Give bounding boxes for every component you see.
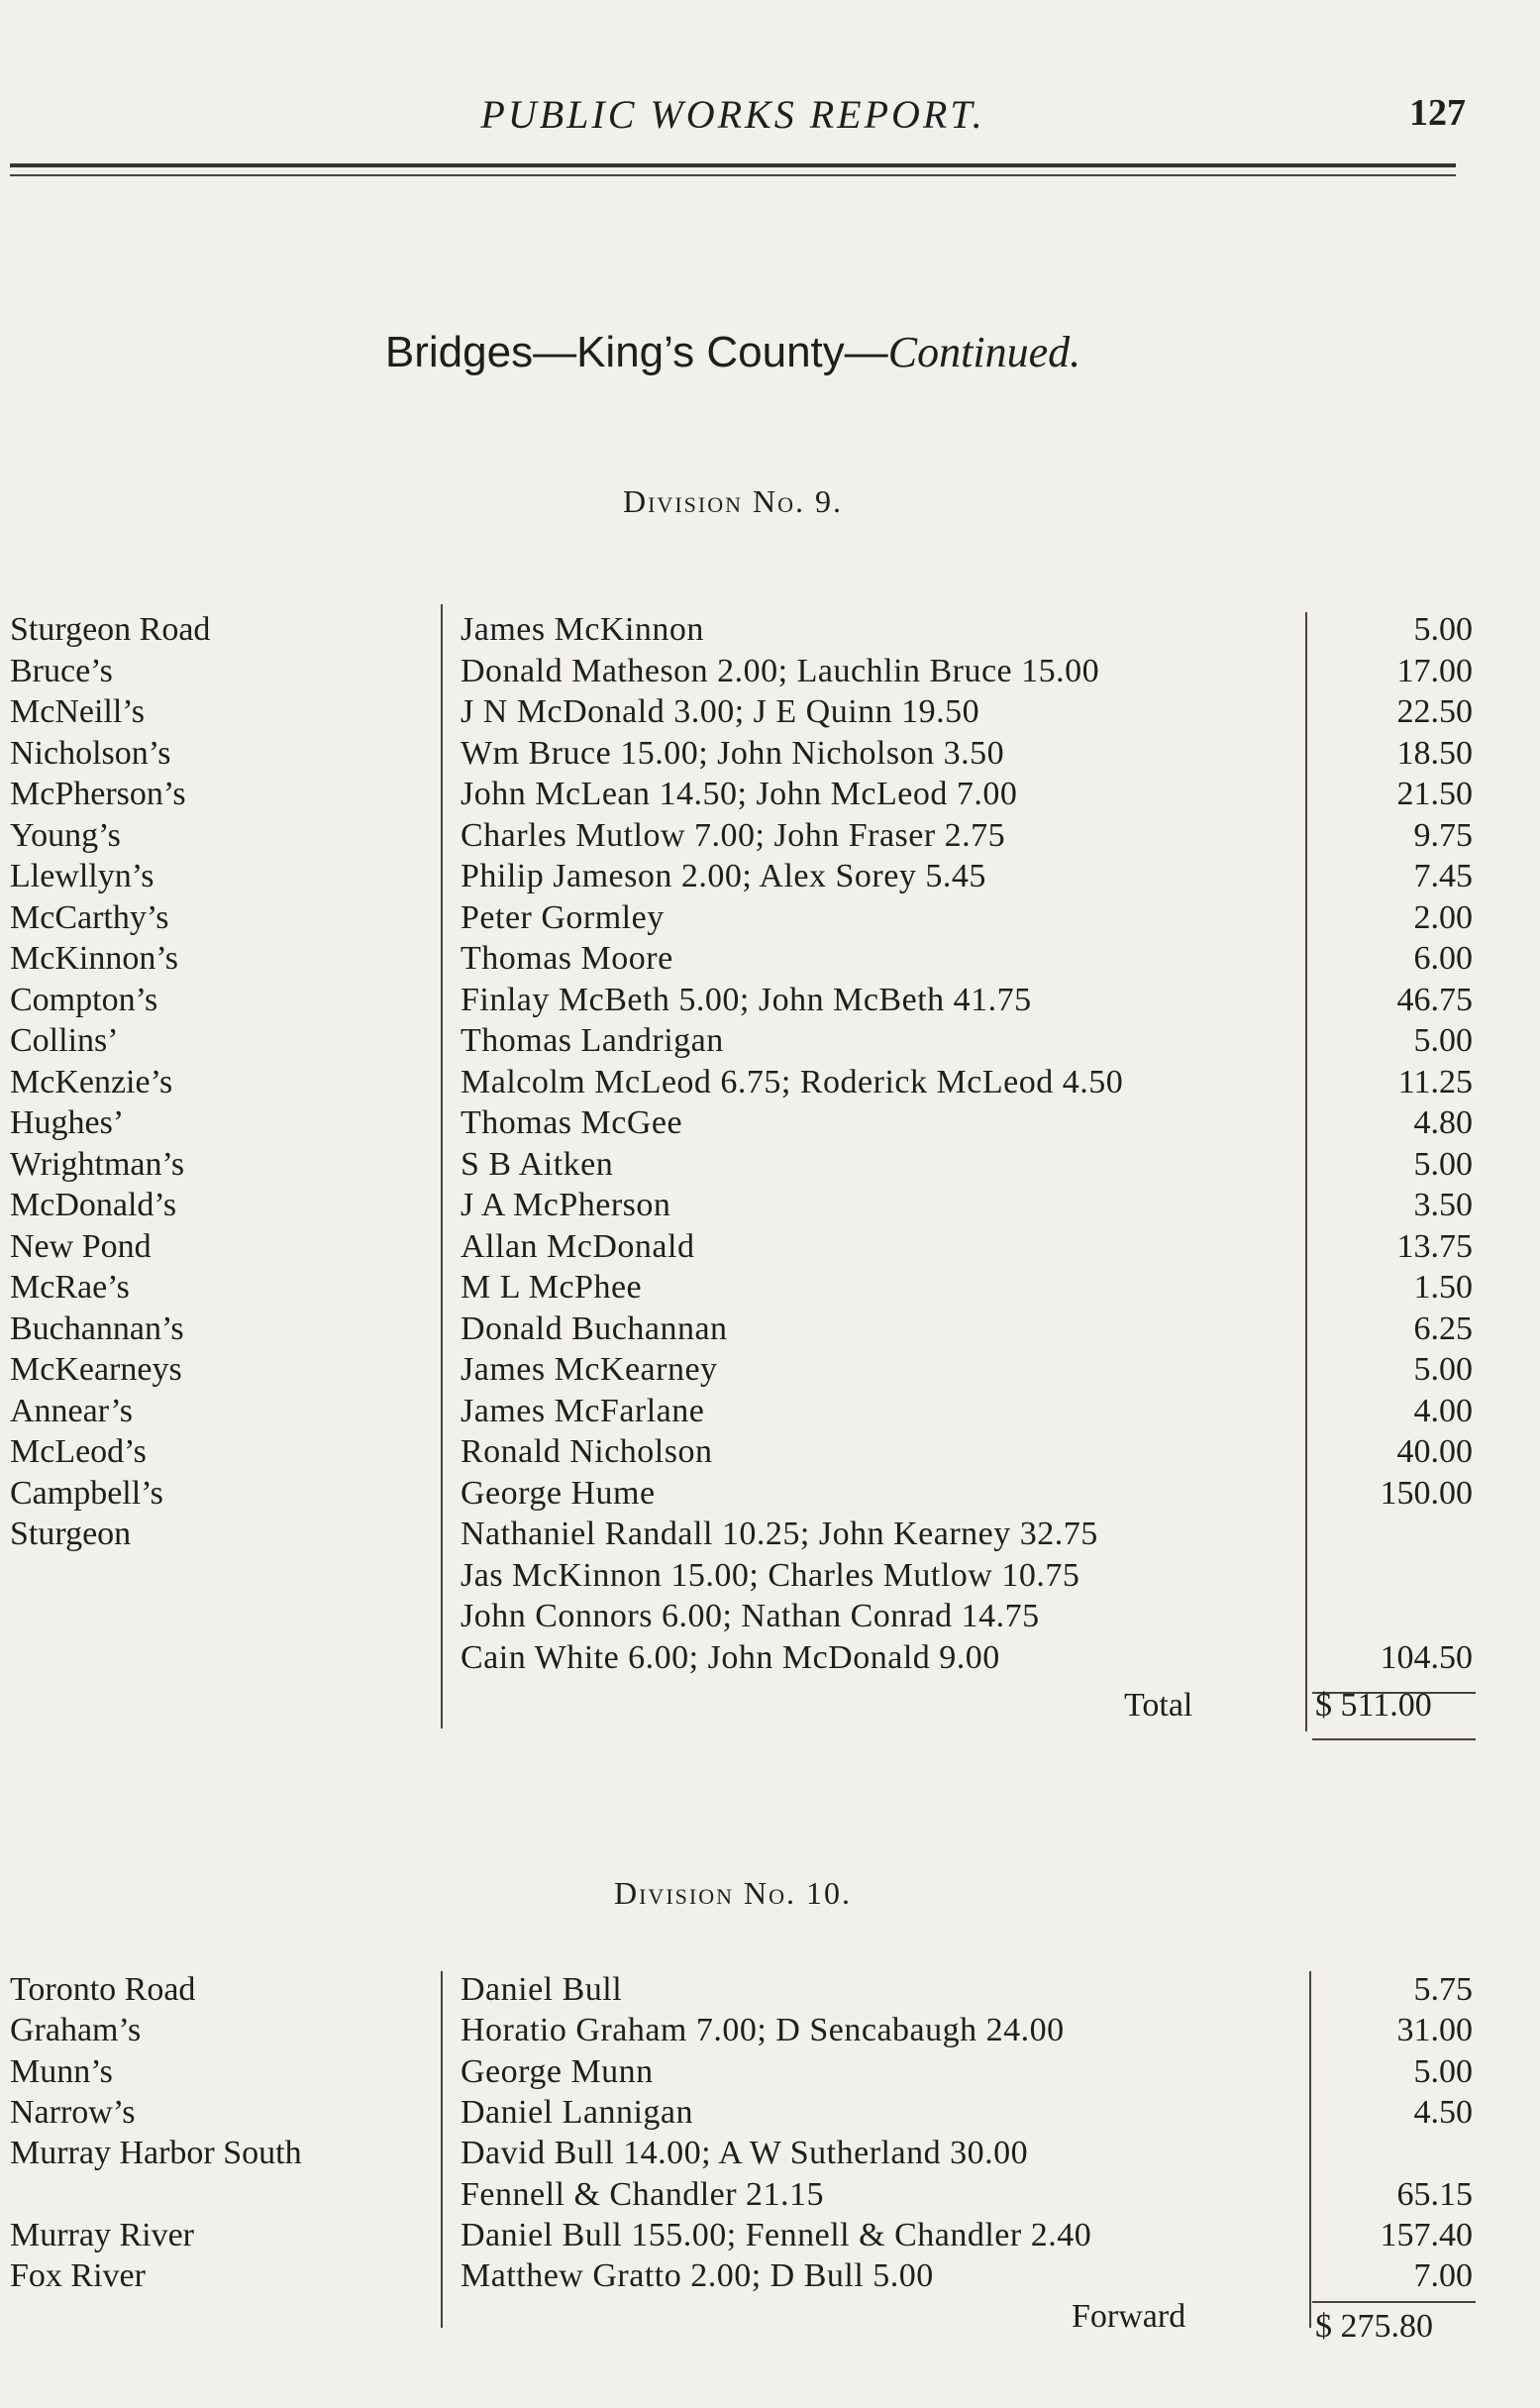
- amount: 5.75: [1413, 1971, 1473, 2008]
- table-row: [0, 651, 1540, 691]
- running-header-title: PUBLIC WORKS REPORT.: [480, 92, 985, 137]
- table-row: [0, 938, 1540, 979]
- place-name: Compton’s: [10, 981, 158, 1018]
- place-name: Young’s: [10, 816, 121, 854]
- table-row: [0, 1185, 1540, 1225]
- place-name: Murray River: [10, 2216, 195, 2253]
- place-name: Toronto Road: [10, 1971, 196, 2008]
- table-row: [0, 1473, 1540, 1514]
- amount: 5.00: [1413, 1351, 1473, 1388]
- division-10-right-rule: [1309, 1971, 1311, 2328]
- table-row: [0, 1020, 1540, 1061]
- table-row: [0, 1555, 1540, 1596]
- payee-names: James McKearney: [461, 1351, 718, 1388]
- table-row: [0, 856, 1540, 896]
- payee-names: Fennell & Chandler 21.15: [461, 2175, 825, 2213]
- table-row: [0, 1226, 1540, 1267]
- amount: 5.00: [1413, 1145, 1473, 1183]
- division-10-forward-amount: $ 275.80: [1315, 2308, 1433, 2345]
- table-row: [0, 609, 1540, 650]
- place-name: Sturgeon: [10, 1516, 132, 1552]
- place-name: Bruce’s: [10, 652, 113, 689]
- amount: 17.00: [1396, 652, 1473, 689]
- payee-names: James McFarlane: [461, 1392, 705, 1429]
- place-name: McNeill’s: [10, 693, 145, 730]
- amount: 13.75: [1396, 1227, 1473, 1265]
- place-name: Wrightman’s: [10, 1145, 185, 1183]
- payee-names: Jas McKinnon 15.00; Charles Mutlow 10.75: [461, 1556, 1080, 1594]
- payee-names: Daniel Bull 155.00; Fennell & Chandler 2.40: [461, 2216, 1092, 2253]
- place-name: McKinnon’s: [10, 940, 178, 977]
- payee-names: Donald Matheson 2.00; Lauchlin Bruce 15.00: [461, 652, 1100, 689]
- payee-names: David Bull 14.00; A W Sutherland 30.00: [461, 2135, 1029, 2172]
- payee-names: Thomas McGee: [461, 1104, 683, 1141]
- payee-names: George Munn: [461, 2052, 654, 2090]
- amount: 4.00: [1413, 1392, 1473, 1429]
- amount: 3.50: [1413, 1187, 1473, 1223]
- table-row: [0, 774, 1540, 814]
- place-name: Annear’s: [10, 1392, 133, 1429]
- amount: 11.25: [1397, 1063, 1473, 1100]
- place-name: Nicholson’s: [10, 734, 171, 772]
- table-row: [0, 733, 1540, 774]
- amount: 6.25: [1413, 1309, 1473, 1347]
- place-name: Buchannan’s: [10, 1309, 184, 1347]
- table-row: [0, 1431, 1540, 1472]
- place-name: Narrow’s: [10, 2093, 136, 2131]
- table-row: [0, 1102, 1540, 1143]
- amount: 2.00: [1413, 898, 1473, 936]
- payee-names: Malcolm McLeod 6.75; Roderick McLeod 4.50: [461, 1063, 1124, 1100]
- place-name: New Pond: [10, 1227, 152, 1265]
- payee-names: James McKinnon: [461, 611, 704, 648]
- division-9-heading: Division No. 9.: [623, 483, 843, 519]
- place-name: McDonald’s: [10, 1187, 177, 1223]
- section-title: [0, 327, 1466, 377]
- amount: 104.50: [1380, 1638, 1473, 1676]
- division-10-heading: Division No. 10.: [614, 1875, 852, 1911]
- amount: 7.00: [1413, 2257, 1473, 2295]
- payee-names: Donald Buchannan: [461, 1309, 728, 1347]
- division-9-total-rule: [1312, 1738, 1476, 1740]
- payee-names: S B Aitken: [461, 1145, 614, 1183]
- amount: 65.15: [1396, 2175, 1473, 2213]
- payee-names: J A McPherson: [461, 1187, 671, 1223]
- division-10-left-rule: [441, 1971, 443, 2328]
- payee-names: John Connors 6.00; Nathan Conrad 14.75: [461, 1598, 1040, 1634]
- payee-names: Thomas Moore: [461, 940, 673, 977]
- place-name: Sturgeon Road: [10, 611, 211, 648]
- table-row: [0, 1391, 1540, 1431]
- amount: 4.50: [1413, 2093, 1473, 2131]
- payee-names: Nathaniel Randall 10.25; John Kearney 32.75: [461, 1516, 1098, 1552]
- amount: 1.50: [1413, 1269, 1473, 1306]
- place-name: Munn’s: [10, 2052, 113, 2090]
- payee-names: Allan McDonald: [461, 1227, 695, 1265]
- table-row: [0, 815, 1540, 856]
- division-9-left-rule: [441, 604, 443, 1728]
- place-name: McPherson’s: [10, 776, 186, 812]
- section-title-main: Bridges—King’s County—: [384, 328, 888, 376]
- payee-names: M L McPhee: [461, 1269, 643, 1306]
- payee-names: Peter Gormley: [461, 898, 665, 936]
- amount: 150.00: [1380, 1474, 1473, 1512]
- table-row: [0, 1267, 1540, 1308]
- place-name: McRae’s: [10, 1269, 130, 1306]
- amount: 40.00: [1396, 1433, 1473, 1470]
- amount: 4.80: [1413, 1104, 1473, 1141]
- division-9-right-rule: [1305, 612, 1307, 1731]
- place-name: McKearneys: [10, 1351, 182, 1388]
- payee-names: Horatio Graham 7.00; D Sencabaugh 24.00: [461, 2012, 1065, 2049]
- table-row: [0, 980, 1540, 1020]
- division-9-total-label: Total: [1124, 1687, 1193, 1724]
- table-row: [0, 1062, 1540, 1102]
- payee-names: Finlay McBeth 5.00; John McBeth 41.75: [461, 981, 1032, 1018]
- amount: 21.50: [1396, 776, 1473, 812]
- place-name: Collins’: [10, 1022, 119, 1059]
- amount: 5.00: [1413, 2052, 1473, 2090]
- header-rule-thick: [10, 163, 1456, 167]
- payee-names: John McLean 14.50; John McLeod 7.00: [461, 776, 1018, 812]
- amount: 18.50: [1396, 734, 1473, 772]
- amount: 9.75: [1413, 816, 1473, 854]
- payee-names: Wm Bruce 15.00; John Nicholson 3.50: [461, 734, 1005, 772]
- table-row: [0, 1309, 1540, 1349]
- table-row: [0, 1349, 1540, 1390]
- place-name: Murray Harbor South: [10, 2135, 302, 2172]
- payee-names: George Hume: [461, 1474, 656, 1512]
- division-10-subtotal-rule: [1312, 2301, 1476, 2303]
- amount: 157.40: [1380, 2216, 1473, 2253]
- division-10-forward-label: Forward: [1072, 2298, 1186, 2335]
- payee-names: Daniel Bull: [461, 1971, 623, 2008]
- payee-names: Cain White 6.00; John McDonald 9.00: [461, 1638, 1000, 1676]
- page-number: 127: [1409, 92, 1466, 134]
- payee-names: Daniel Lannigan: [461, 2093, 694, 2131]
- table-row: [0, 897, 1540, 938]
- payee-names: Charles Mutlow 7.00; John Fraser 2.75: [461, 816, 1006, 854]
- amount: 46.75: [1396, 981, 1473, 1018]
- amount: 7.45: [1413, 858, 1473, 894]
- place-name: McCarthy’s: [10, 898, 169, 936]
- payee-names: Matthew Gratto 2.00; D Bull 5.00: [461, 2257, 934, 2295]
- table-row: [0, 691, 1540, 732]
- place-name: Hughes’: [10, 1104, 125, 1141]
- place-name: Llewllyn’s: [10, 858, 154, 894]
- section-title-continued: Continued.: [887, 328, 1081, 376]
- table-row: [0, 1596, 1540, 1636]
- table-row: [0, 1514, 1540, 1554]
- table-row: [0, 1637, 1540, 1678]
- place-name: Graham’s: [10, 2012, 142, 2049]
- payee-names: Philip Jameson 2.00; Alex Sorey 5.45: [461, 858, 986, 894]
- place-name: Fox River: [10, 2257, 146, 2295]
- division-9-total-amount: $ 511.00: [1315, 1687, 1432, 1724]
- amount: 22.50: [1396, 693, 1473, 730]
- payee-names: J N McDonald 3.00; J E Quinn 19.50: [461, 693, 980, 730]
- amount: 6.00: [1413, 940, 1473, 977]
- amount: 31.00: [1396, 2012, 1473, 2049]
- amount: 5.00: [1413, 1022, 1473, 1059]
- place-name: McLeod’s: [10, 1433, 147, 1470]
- place-name: McKenzie’s: [10, 1063, 173, 1100]
- payee-names: Ronald Nicholson: [461, 1433, 713, 1470]
- header-rule-thin: [10, 174, 1456, 176]
- amount: 5.00: [1413, 611, 1473, 648]
- table-row: [0, 1144, 1540, 1185]
- payee-names: Thomas Landrigan: [461, 1022, 724, 1059]
- place-name: Campbell’s: [10, 1474, 163, 1512]
